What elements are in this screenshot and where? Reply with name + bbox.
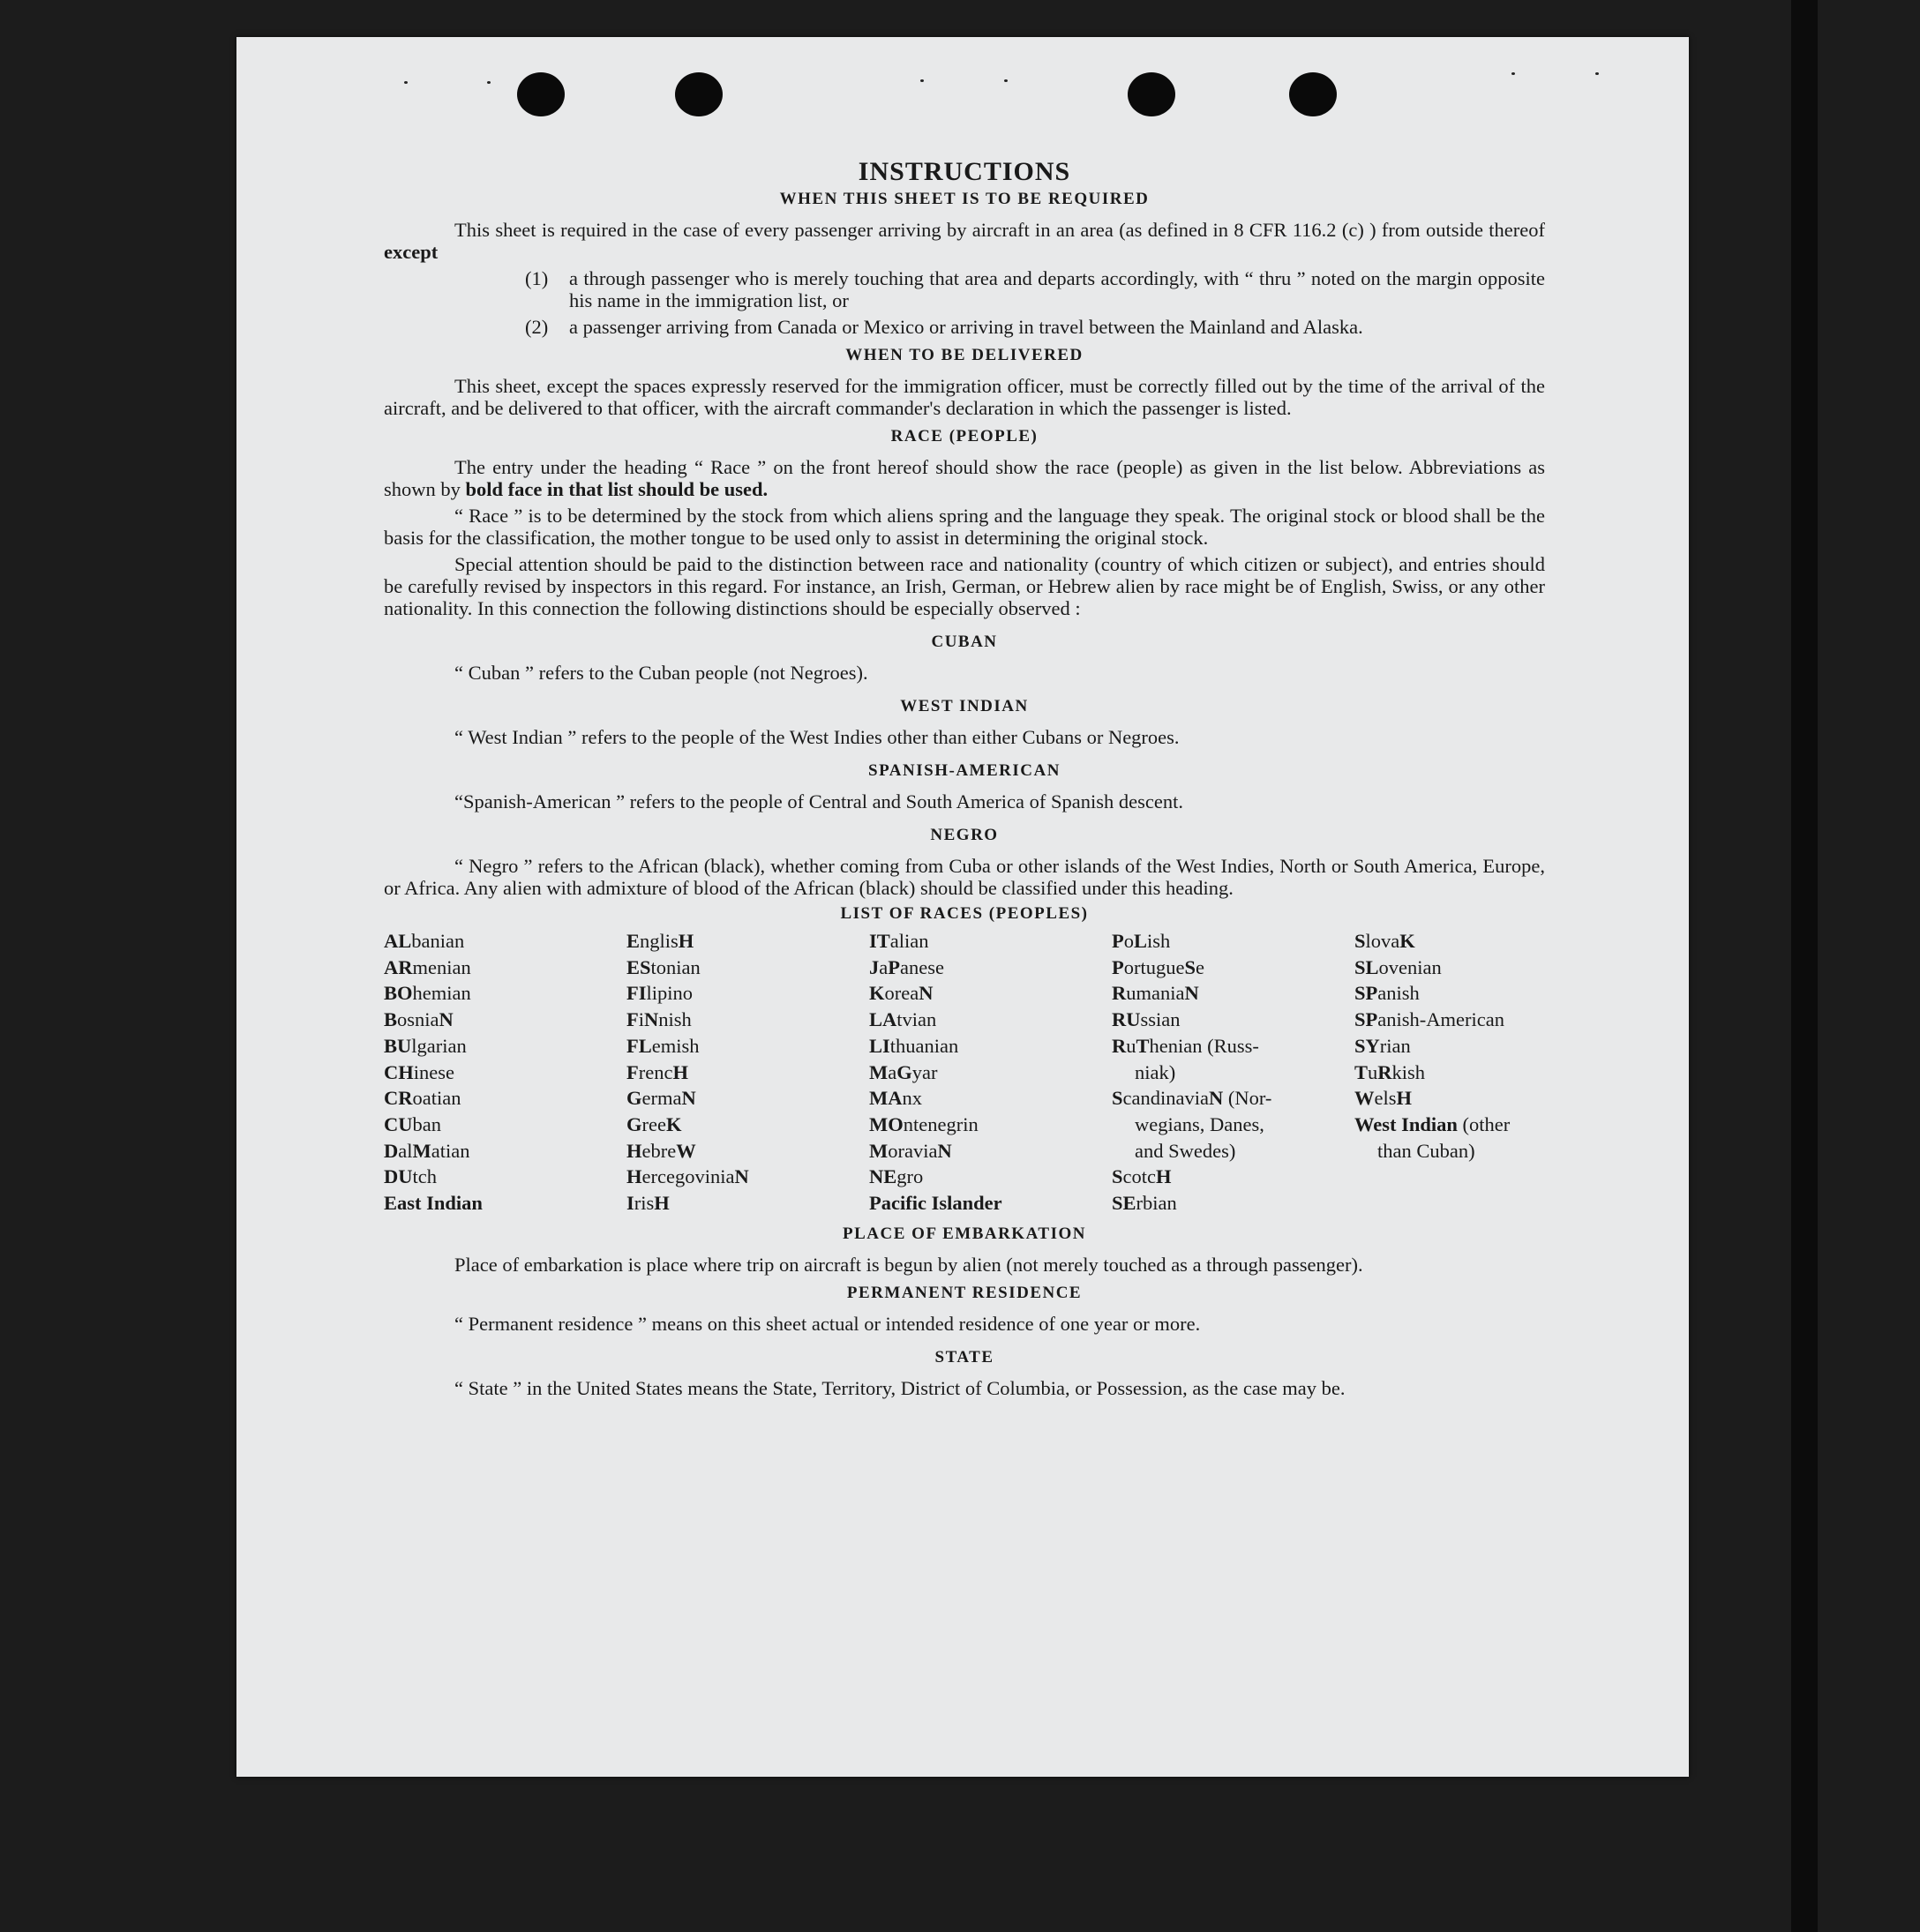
race-entry: than Cuban) [1377,1139,1475,1162]
exception-item [525,316,1545,338]
item-number: (1) [525,267,549,289]
punch-hole [1289,72,1337,116]
race-entry: SLovenian [1354,955,1442,978]
race-entry: RUssian [1112,1008,1181,1031]
race-paragraph-1: The entry under the heading “ Race ” on the front hereof should show the race (people) as given in the list below. Abbreviations as shown by bold face in that list should be used. [384,456,1545,500]
race-entry: DalMatian [384,1139,470,1162]
heading-required: WHEN THIS SHEET IS TO BE REQUIRED [779,190,1150,208]
race-entry: WelsH [1354,1087,1413,1110]
races-column [384,928,626,1217]
race-entry: Pacific Islander [869,1192,1002,1215]
race-entry: EnglisH [626,930,694,952]
race-entry: niak) [1135,1060,1176,1083]
race-entry: ScandinaviaN (Nor- [1112,1087,1272,1110]
residence-text: “ Permanent residence ” means on this sheet actual or intended residence of one year or more. [454,1312,1201,1335]
race-entry: JaPanese [869,955,944,978]
punch-hole [675,72,723,116]
speck [1511,72,1515,75]
race-entry: SErbian [1112,1192,1177,1215]
heading-embarkation: PLACE OF EMBARKATION [843,1224,1086,1243]
race-entry: SYrian [1354,1034,1411,1057]
race-entry: SPanish [1354,982,1420,1005]
race-entry: MaGyar [869,1060,938,1083]
races-column [1112,928,1354,1217]
speck [404,81,408,84]
race-entry: TuRkish [1354,1060,1426,1083]
races-list [384,928,1545,1217]
speck [1595,72,1599,75]
race-entry: FiNnish [626,1008,692,1031]
race-entry: PoLish [1112,930,1171,952]
speck [1004,79,1008,82]
race-entry: IrisH [626,1192,670,1215]
heading-state: STATE [934,1347,994,1367]
race-entry: HebreW [626,1139,696,1162]
race-entry: SPanish-American [1354,1008,1504,1031]
item-text: a passenger arriving from Canada or Mexico or arriving in travel between the Mainland and Alaska. [569,316,1363,338]
heading-negro: NEGRO [930,826,999,844]
race-entry: GreeK [626,1112,682,1135]
race-entry: EStonian [626,955,701,978]
race-entry: ALbanian [384,930,465,952]
race-entry: and Swedes) [1135,1139,1236,1162]
race-entry: wegians, Danes, [1135,1112,1264,1135]
race-entry: KoreaN [869,982,934,1005]
spanish-american-text: “Spanish-American ” refers to the people of Central and South America of Spanish descent. [454,790,1183,812]
delivered-text: This sheet, except the spaces expressly reserved for the immigration officer, must be correctly filled out by the time of the arrival of the aircraft, and be delivered to that officer, with the aircraft commander's declaration in which the passenger is listed. [384,375,1545,419]
race-paragraph-3: Special attention should be paid to the distinction between race and nationality (country of which citizen or subject), and entries should be carefully revised by inspectors in this regard. For instance, an Irish, German, or Hebrew alien by race might be of English, Swiss, or any other nationality. In this connection the following distinctions should be especially observed : [384,553,1545,619]
race-entry: ScotcH [1112,1165,1172,1188]
race-entry: CUban [384,1112,441,1135]
heading-cuban: CUBAN [931,633,998,651]
heading-race: RACE (PEOPLE) [890,427,1039,446]
exception-item [525,267,1545,311]
speck [920,79,924,82]
race-entry: RuThenian (Russ- [1112,1034,1259,1057]
race-entry: LAtvian [869,1008,937,1031]
race-entry: BOhemian [384,982,471,1005]
race-paragraph-2: “ Race ” is to be determined by the stock from which aliens spring and the language they speak. The original stock or blood shall be the basis for the classification, the mother tongue to be used only to assist in determining the original stock. [384,505,1545,549]
document-sheet [236,37,1689,1777]
race-entry: FLemish [626,1034,700,1057]
race-entry: HercegoviniaN [626,1165,749,1188]
punch-hole [1128,72,1175,116]
race-entry: West Indian (other [1354,1112,1511,1135]
race-entry: NEgro [869,1165,924,1188]
punch-hole [517,72,565,116]
race-entry: LIthuanian [869,1034,959,1057]
embarkation-text: Place of embarkation is place where trip on aircraft is begun by alien (not merely touched as a through passenger). [454,1253,1363,1276]
required-intro: This sheet is required in the case of every passenger arriving by aircraft in an area (as defined in 8 CFR 116.2 (c) ) from outside thereof except [384,219,1545,263]
race-entry: MoraviaN [869,1139,952,1162]
heading-races-list: LIST OF RACES (PEOPLES) [840,904,1089,923]
race-entry: GermaN [626,1087,696,1110]
race-entry: PortugueSe [1112,955,1204,978]
races-column [1354,928,1557,1217]
page-title: INSTRUCTIONS [858,157,1071,186]
race-entry: CRoatian [384,1087,461,1110]
race-entry: ITalian [869,930,929,952]
race-entry: MAnx [869,1087,922,1110]
heading-spanish-american: SPANISH-AMERICAN [868,761,1061,780]
negro-text: “ Negro ” refers to the African (black), whether coming from Cuba or other islands of the West Indies, North or South America, Europe, or Africa. Any alien with admixture of blood of the African (black) should be classified under this heading. [384,855,1545,899]
heading-west-indian: WEST INDIAN [900,697,1029,715]
race-entry: DUtch [384,1165,437,1188]
race-entry: BosniaN [384,1008,454,1031]
race-entry: MOntenegrin [869,1112,979,1135]
west-indian-text: “ West Indian ” refers to the people of the West Indies other than either Cubans or Negroes. [454,726,1180,748]
race-entry: FrencH [626,1060,688,1083]
state-text: “ State ” in the United States means the State, Territory, District of Columbia, or Possession, as the case may be. [454,1376,1346,1399]
races-column [626,928,869,1217]
race-entry: FIlipino [626,982,694,1005]
scanner-edge [1791,0,1818,1932]
race-entry: BUlgarian [384,1034,467,1057]
race-entry: CHinese [384,1060,454,1083]
race-entry: SlovaK [1354,930,1415,952]
races-column [869,928,1112,1217]
race-entry: East Indian [384,1192,483,1215]
item-number: (2) [525,316,549,338]
heading-residence: PERMANENT RESIDENCE [846,1283,1083,1302]
cuban-text: “ Cuban ” refers to the Cuban people (not Negroes). [454,662,868,684]
race-entry: ARmenian [384,955,471,978]
race-entry: RumaniaN [1112,982,1199,1005]
speck [487,81,491,84]
instructions-content [384,157,1545,1404]
heading-delivered: WHEN TO BE DELIVERED [845,346,1084,364]
item-text: a through passenger who is merely touching that area and departs accordingly, with “ thru ” noted on the margin opposite his name in the immigration list, or [569,267,1545,311]
